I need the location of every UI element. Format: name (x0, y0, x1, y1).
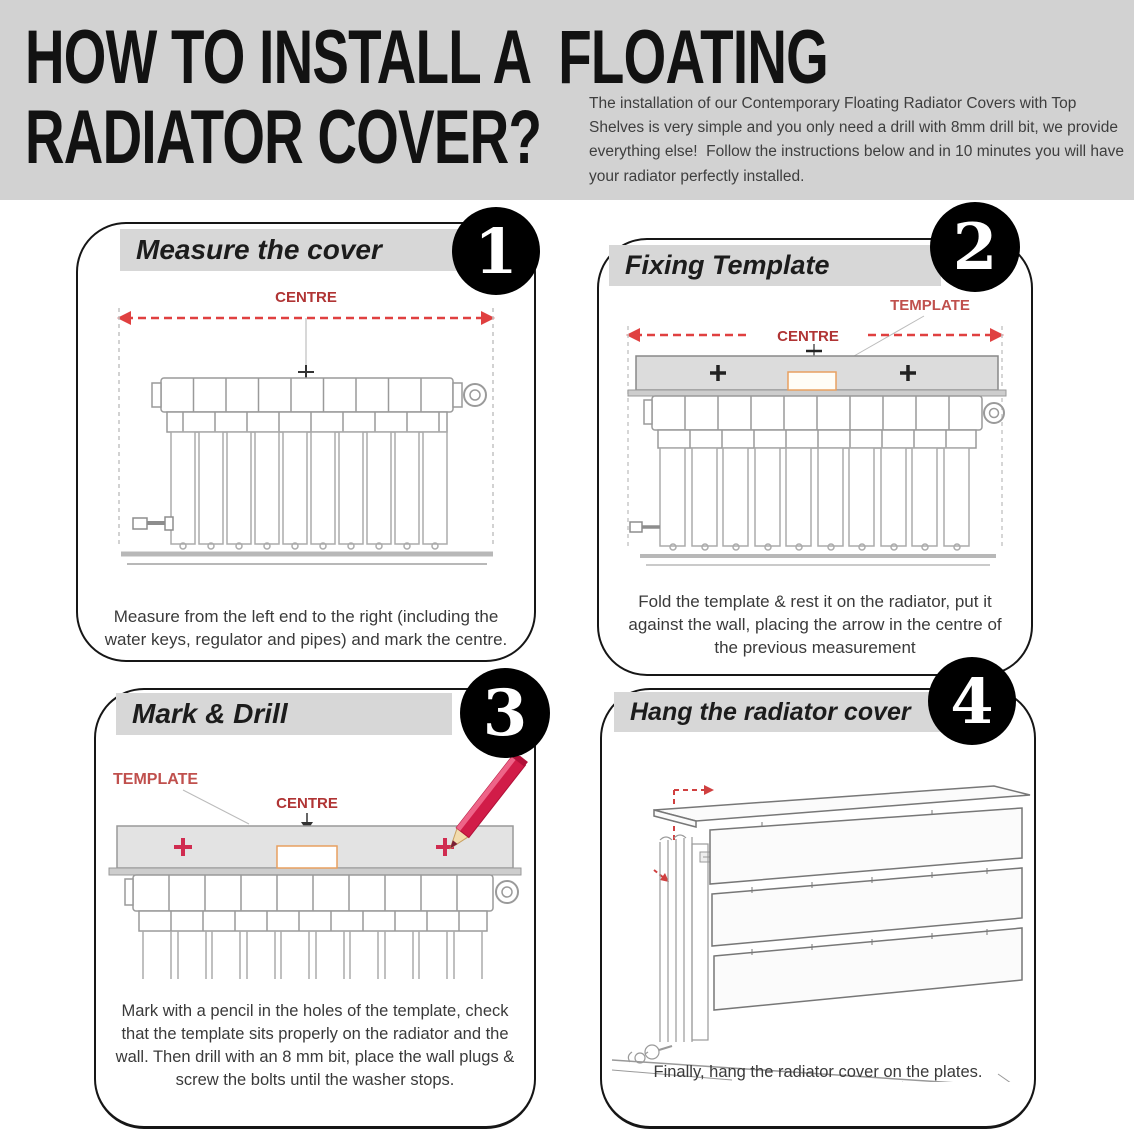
step-2-caption: Fold the template & rest it on the radiator, put it against the wall, placing the arrow in the centre of the previous measurement (628, 592, 1002, 658)
centre-label: CENTRE (275, 289, 337, 306)
radiator-valve (133, 517, 173, 530)
radiator-drawing (630, 396, 1004, 550)
template-drawing (628, 356, 1006, 396)
template-label: TEMPLATE (113, 771, 199, 788)
page-title-line-2: RADIATOR COVER? (25, 95, 542, 180)
step-3-caption: Mark with a pencil in the holes of the template, check that the template sits properly on the radiator and the wall. Then drill with an 8 mm bit, place the wall plugs & screw the bolts until the washer stops. (115, 1001, 515, 1089)
centre-label: CENTRE (276, 795, 338, 812)
step-3-title-bar (116, 693, 452, 735)
step-1-caption: Measure from the left end to the right (including the water keys, regulator and pipes) and mark the centre. (104, 607, 508, 650)
page-title-line-1: HOW TO INSTALL A FLOATING (25, 15, 829, 100)
step-3-title: Mark & Drill (132, 698, 288, 729)
floor-line (121, 554, 493, 564)
step-2-number-badge: 2 (930, 202, 1020, 292)
radiator-valve (630, 522, 660, 532)
floor-line (640, 556, 996, 565)
step-1-title-bar (120, 229, 458, 271)
centre-label: CENTRE (777, 328, 839, 345)
step-1-panel (76, 222, 536, 662)
step-3-illustration (97, 756, 533, 1002)
step-1-number-badge: 1 (452, 207, 540, 295)
cover-drawing (654, 786, 1030, 1010)
step-2-title-bar (609, 245, 941, 286)
step-3-panel (94, 688, 536, 1129)
step-1-illustration (91, 286, 521, 586)
step-1-title: Measure the cover (136, 234, 382, 265)
radiator-behind (628, 835, 708, 1063)
step-2-illustration (602, 294, 1032, 604)
step-2-title: Fixing Template (625, 250, 830, 280)
radiator-drawing (133, 378, 486, 549)
step-4-title: Hang the radiator cover (630, 697, 911, 726)
radiator-drawing (125, 875, 518, 979)
step-2-panel (597, 238, 1033, 676)
step-4-title-bar (614, 692, 954, 732)
intro-paragraph: The installation of our Contemporary Floating Radiator Covers with Top Shelves is very simple and you only need a drill with 8mm drill bit, we provide everything else! Follow the instructions below and in 10 minutes you will have your radiator perfectly installed. (589, 95, 1129, 185)
step-3-number-badge: 3 (460, 668, 550, 758)
step-4-panel (600, 688, 1036, 1129)
step-4-illustration (602, 752, 1038, 1082)
step-4-caption: Finally, hang the radiator cover on the plates. (653, 1062, 983, 1081)
template-label: TEMPLATE (890, 297, 970, 314)
header (0, 0, 1134, 200)
step-4-number-badge: 4 (928, 657, 1016, 745)
